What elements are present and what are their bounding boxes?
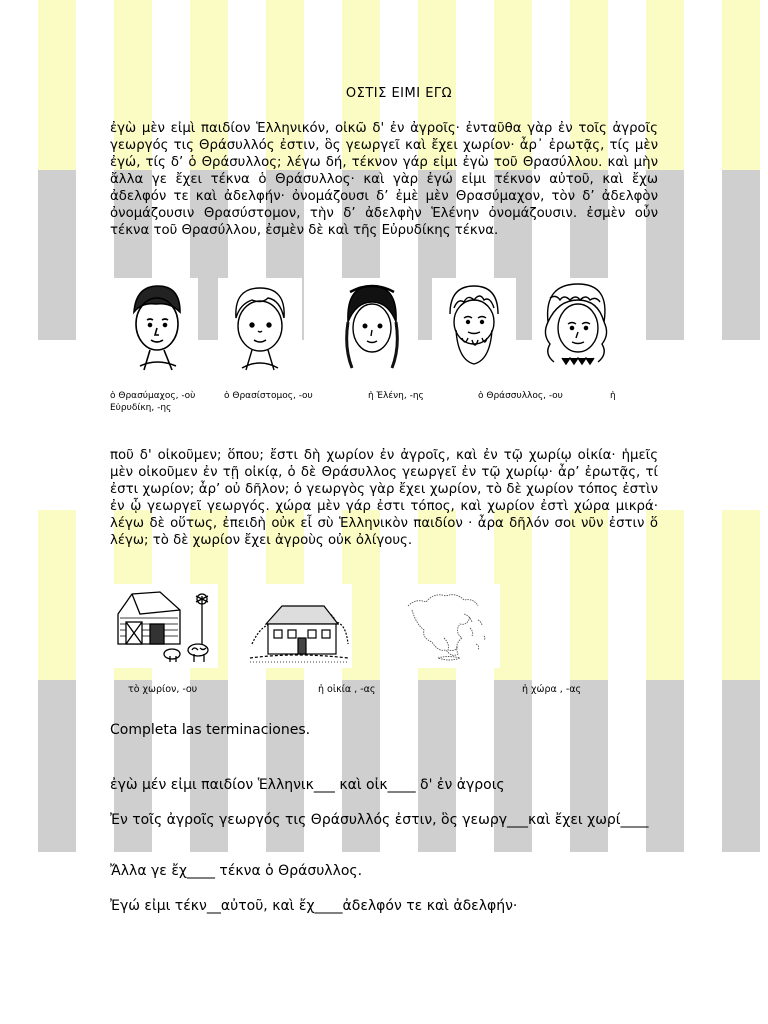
caption-farm: τὸ χωρίον, -ου (128, 684, 198, 695)
woman-face-icon (534, 278, 618, 374)
boy-face-icon (114, 278, 198, 374)
caption-house: ἡ οἰκία , -ας (318, 684, 376, 695)
exercise-instruction: Completa las terminaciones. (110, 722, 311, 738)
paragraph-intro: ἐγὼ μὲν εἰμὶ παιδίον Ἑλληνικόν, οἰκῶ δ' ἐν ἀγροῖς· ἐνταῦθα γὰρ ἐν τοῖς ἀγροῖς γεωργός τις Θράσυλλός ἐστιν, ὃς γεωργεῖ καὶ ἔχει χωρίον· ἆρ᾽ ἐρωτᾷς, τίς μὲν ἐγώ, τίς δ’ ὁ Θράσυλλος; λέγω δή, τέκνον γάρ εἰμι ἐγὼ τοῦ Θρασύλλου. καὶ μὴν ἄλλα γε ἔχει τέκνα ὁ Θράσυλλος· καὶ γὰρ ἐγώ εἰμι τέκνον αὐτοῦ, καὶ ἔχω ἀδελφόν τε καὶ ἀδελφήν· ὀνομάζουσι δ’ ἐμὲ μὲν Θρασύμαχον, τὸν δ’ ἀδελφὸν ὀνομάζουσιν Θρασύστομον, τὴν δ’ ἀδελφὴν Ἑλένην ὀνομάζουσιν. ἐσμὲν οὖν τέκνα τοῦ Θρασύλλου, ἐσμὲν δὲ καὶ τῆς Εὐρυδίκης τέκνα. (110, 121, 658, 238)
caption-thrasymachos: ὁ Θρασύμαχος, -οὺ (110, 391, 196, 401)
bearded-man-face-icon (432, 278, 516, 374)
exercise-line-4: Ἐγώ εἰμι τέκν__αὐτοῦ, καὶ ἔχ____ἀδελφόν τε καὶ ἀδελφήν· (110, 898, 518, 914)
caption-eurydike: Εὐρυδίκη, -ης (110, 403, 172, 413)
caption-helene: ἡ Ἑλένη, -ης (368, 391, 424, 401)
paragraph-home: ποῦ δ' οἰκοῦμεν; ὅπου; ἔστι δὴ χωρίον ἐν ἀγροῖς, καὶ ἐν τῷ χωρίῳ οἰκία· ἡμεῖς μὲν οἰκοῦμεν ἐν τῇ οἰκίᾳ, ὁ δὲ Θράσυλλος γεωργεῖ ἐν τῷ χωρίῳ· ἆρ’ ἐρωτᾷς, τί ἐστι χωρίον; ἆρ’ οὐ δῆλον; ὁ γεωργὸς γὰρ ἔχει χωρίον, τὸ δὲ χωρίον τόπος ἐστὶν ἐν ᾧ γεωργεῖ γεωργός. χώρα μὲν γάρ ἐστι τόπος, καὶ χωρίον ἐστὶ χώρα μικρά· λέγω δὲ οὕτως, ἐπειδὴ οὐκ εἶ σὺ Ἑλληνικὸν παιδίον · ἆρα δῆλόν σοι νῦν ἐστιν ὅ λέγω; τὸ δὲ χωρίον ἔχει ἀγροὺς οὐκ ὀλίγους. (110, 448, 658, 548)
place-illustrations (110, 584, 670, 674)
house-icon (246, 584, 352, 668)
exercise-line-2: Ἐν τοῖς ἀγροῖς γεωργός τις Θράσυλλός ἐστιν, ὃς γεωργ___καὶ ἔχει χωρί____ (110, 812, 649, 828)
farm-barn-icon (110, 584, 218, 668)
girl-face-icon (330, 278, 414, 374)
greece-map-icon (398, 584, 500, 668)
caption-thrasistomos: ὁ Θρασίστομος, -ου (224, 391, 313, 401)
page-title: ΟΣΤΙΣ ΕΙΜΙ ΕΓΩ (345, 86, 453, 101)
caption-thrassyllos: ὁ Θράσσυλλος, -ου (478, 391, 563, 401)
exercise-line-1: ἐγὼ μέν εἰμι παιδίον Ἑλληνικ___ καὶ οἰκ____ δ' ἐν ἀγροις (110, 777, 505, 793)
exercise-line-3: Ἄλλα γε ἔχ____ τέκνα ὁ Θράσυλλος. (110, 863, 363, 879)
boy-face-icon (218, 278, 302, 374)
caption-eurydike-article: ἡ (610, 391, 616, 401)
caption-land: ἡ χώρα , -ας (522, 684, 582, 695)
character-illustrations (110, 278, 670, 378)
